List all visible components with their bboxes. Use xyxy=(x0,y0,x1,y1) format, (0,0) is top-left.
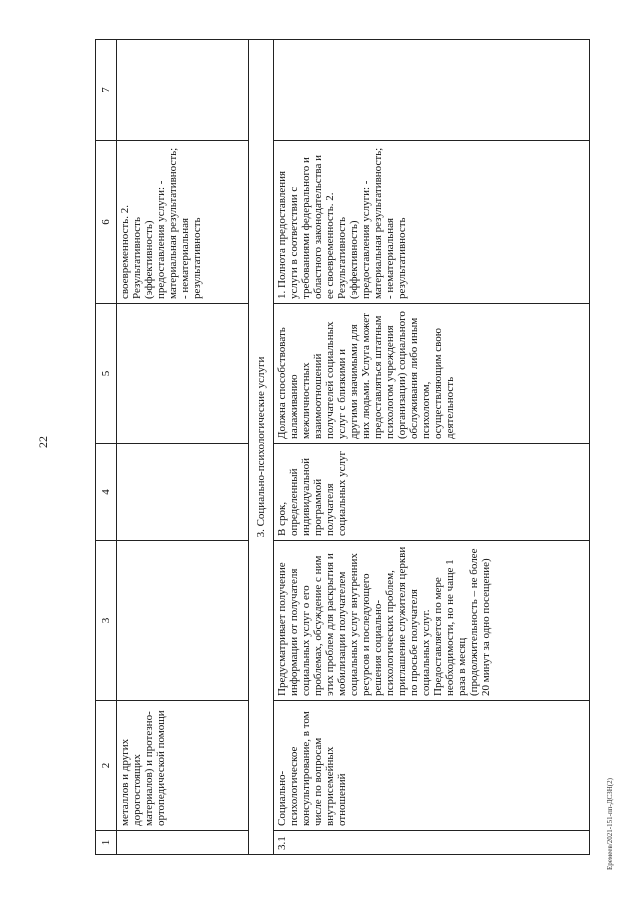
continued-cell-5 xyxy=(117,304,249,444)
service-term-cell: В срок, определенный индивидуальной программой получателя социальных услуг xyxy=(274,444,590,541)
header-col-3: 3 xyxy=(96,541,117,701)
section-title: 3. Социально-психологические услуги xyxy=(249,40,274,855)
continued-cell-1 xyxy=(117,831,249,855)
service-quality-cell: 1. Полнота предоставления услуги в соответствии с требованиями федерального и областного законодательства и ее своевременность. 2. Результативность (эффективность) предоставления услуги: - материальная результативность; - нематериальная результативность xyxy=(274,141,590,304)
continued-cell-4 xyxy=(117,444,249,541)
document-footer-code: Еремеев/2021-151-пп-ДСЗН(2) xyxy=(606,778,614,870)
continued-cell-3 xyxy=(117,541,249,701)
service-conditions-cell: Должна способствовать налаживанию межличностных взаимоотношений получателей социальных услуг с близкими и другими значимыми для них людьми. Услуга может предоставляться штатным психологом учреждения (организации) социального обслуживания либо иным психологом, осуществляющим свою деятельность xyxy=(274,304,590,444)
service-name-cell: Социально-психологическое консультирование, в том числе по вопросам внутрисемейных отношений xyxy=(274,701,590,831)
service-description-cell: Предусматривает получение информации от получателя социальных услуг о его проблемах, обсуждение с ним этих проблем для раскрытия и мобилизации получателем социальных услуг внутренних ресурсов и последующего решения социально-психологических проблем, приглашение служителя церкви по просьбе получателя социальных услуг. Предоставляется по мере необходимости, но не чаще 1 раза в месяц (продолжительность – не более 20 минут за одно посещение) xyxy=(274,541,590,701)
continued-cell-6: своевременность. 2. Результативность (эффективность) предоставления услуги: - материальная результативность; - нематериальная результативность xyxy=(117,141,249,304)
section-row xyxy=(249,40,274,855)
header-col-1: 1 xyxy=(96,831,117,855)
header-col-7: 7 xyxy=(96,40,117,141)
page-number: 22 xyxy=(36,436,50,448)
rotated-table-container xyxy=(95,40,590,855)
service-row-3-1 xyxy=(274,40,590,855)
header-row xyxy=(96,40,117,855)
continued-cell-2: металлов и других дорогостоящих материалов) и протезно-ортопедической помощи xyxy=(117,701,249,831)
row-number-cell: 3.1 xyxy=(274,831,590,855)
header-col-2: 2 xyxy=(96,701,117,831)
continued-cell-7 xyxy=(117,40,249,141)
service-extra-cell xyxy=(274,40,590,141)
continued-row xyxy=(117,40,249,855)
header-col-4: 4 xyxy=(96,444,117,541)
header-col-6: 6 xyxy=(96,141,117,304)
header-col-5: 5 xyxy=(96,304,117,444)
services-table xyxy=(95,39,590,855)
